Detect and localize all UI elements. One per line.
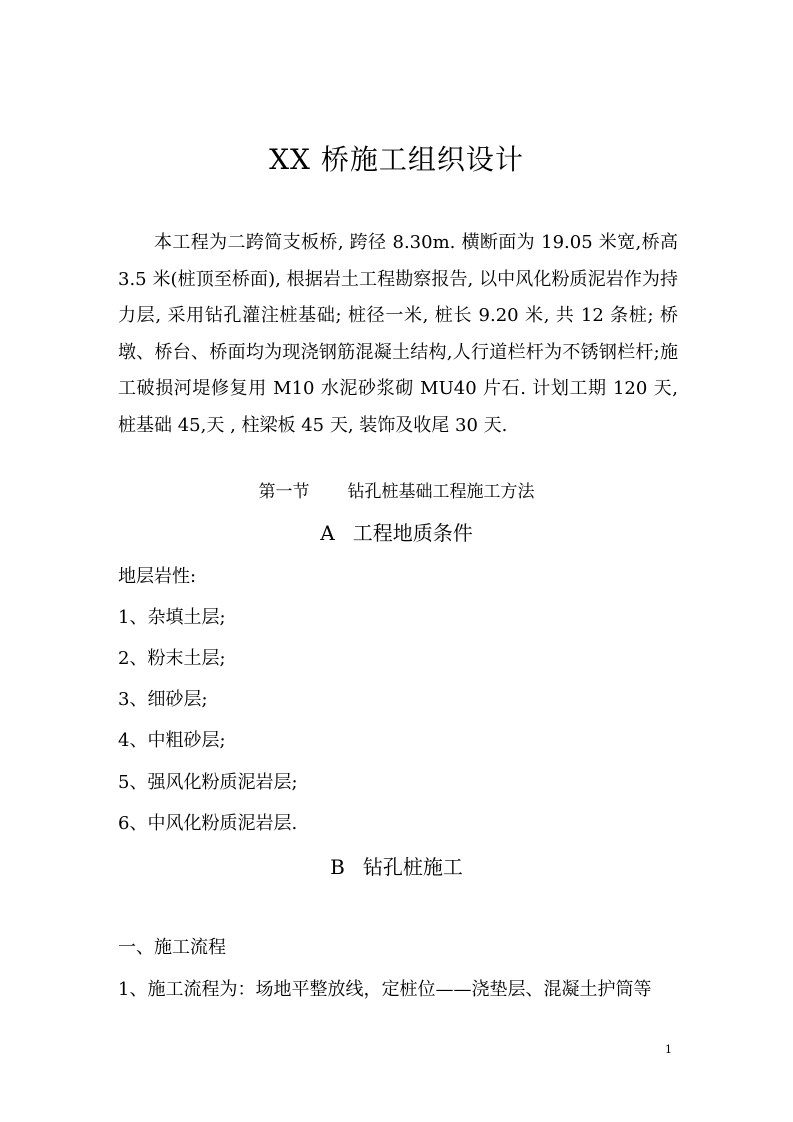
process-line: 1、施工流程为：场地平整放线，定桩位——浇垫层、混凝土护筒等: [118, 979, 652, 1000]
subsection-a-title: 工程地质条件: [352, 521, 473, 545]
subsection-a-letter: A: [320, 521, 335, 545]
section-heading: [0, 480, 793, 504]
page-number: 1: [665, 1043, 672, 1056]
section-number: 第一节: [258, 482, 310, 502]
strata-item: 2、粉末土层;: [118, 648, 226, 669]
document-title: XX 桥施工组织设计: [269, 143, 524, 176]
subsection-a-heading: [0, 520, 793, 546]
strata-item: 6、中风化粉质泥岩层.: [118, 813, 298, 834]
strata-item: 1、杂填土层;: [118, 607, 226, 628]
section-title: 钻孔桩基础工程施工方法: [347, 482, 535, 502]
subsection-b-title: 钻孔桩施工: [362, 855, 463, 879]
strata-item: 5、强风化粉质泥岩层;: [118, 772, 298, 793]
intro-paragraph: 本工程为二跨简支板桥, 跨径 8.30m. 横断面为 19.05 米宽,桥高 3.5 米(桩顶至桥面), 根据岩土工程勘察报告, 以中风化粉质泥岩作为持力层, 采用钻孔灌注桩基础; 桩径一米, 桩长 9.20 米, 共 12 条桩; 桥墩、桥台、桥面均为现浇钢筋混凝土结构,人行道栏杆为不锈钢栏杆;施工破损河堤修复用 M10 水泥砂浆砌 MU40 片石. 计划工期 120 天, 桩基础 45,天 , 柱梁板 45 天, 装饰及收尾 30 天.: [118, 232, 678, 436]
subsection-b-letter: B: [330, 855, 345, 879]
subsection-b-heading: [0, 854, 793, 880]
process-heading: 一、施工流程: [118, 937, 226, 958]
strata-heading: 地层岩性:: [118, 566, 197, 587]
strata-item: 4、中粗砂层;: [118, 730, 226, 751]
strata-item: 3、细砂层;: [118, 689, 208, 710]
